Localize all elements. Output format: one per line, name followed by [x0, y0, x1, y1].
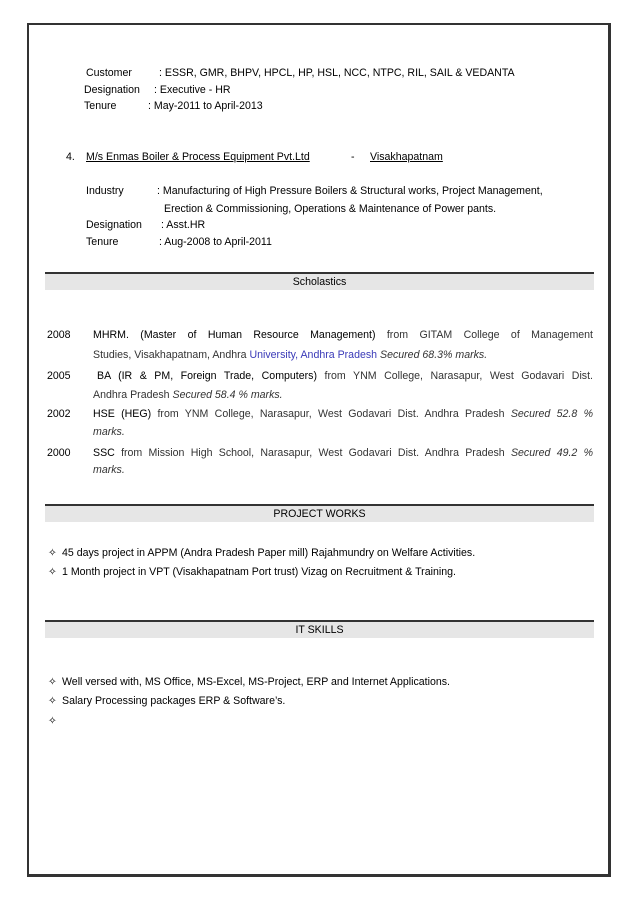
- edu-detail-2: Studies, Visakhapatnam, Andhra: [93, 349, 250, 361]
- company-name: M/s Enmas Boiler & Process Equipment Pvt.Ltd: [86, 151, 310, 163]
- project-item: [48, 547, 475, 560]
- skill-item: [48, 715, 62, 728]
- skill-item-text: Salary Processing packages ERP & Software’s.: [62, 695, 286, 707]
- edu-line: [93, 443, 593, 463]
- tenure-value: : May-2011 to April-2013: [148, 100, 263, 112]
- edu-detail: from Mission High School, Narasapur, West Godavari Dist. Andhra Pradesh: [114, 447, 511, 459]
- project-item: [48, 566, 456, 579]
- edu-year: 2002: [47, 408, 71, 420]
- edu-degree: MHRM. (Master of Human Resource Management): [93, 329, 376, 341]
- edu-marks: Secured 52.8 %: [510, 408, 593, 420]
- designation-value-2: : Asst.HR: [161, 219, 206, 231]
- edu-year: 2008: [47, 329, 71, 341]
- diamond-bullet-icon: ✧: [48, 695, 57, 707]
- it-skills-heading: IT SKILLS: [295, 624, 344, 636]
- diamond-bullet-icon: ✧: [48, 566, 57, 578]
- diamond-bullet-icon: ✧: [48, 715, 57, 727]
- skill-item: [48, 695, 285, 708]
- tenure-label-2: Tenure: [86, 236, 119, 248]
- industry-line-1: : Manufacturing of High Pressure Boilers & Structural works, Project Management,: [157, 185, 543, 197]
- it-skills-heading-bar: [45, 620, 594, 638]
- job-number: 4.: [66, 151, 75, 163]
- customer-value: : ESSR, GMR, BHPV, HPCL, HP, HSL, NCC, NTPC, RIL, SAIL & VEDANTA: [159, 67, 515, 79]
- project-item-text: 45 days project in APPM (Andra Pradesh Paper mill) Rajahmundry on Welfare Activities.: [62, 547, 476, 559]
- edu-marks-2: marks.: [93, 426, 125, 438]
- edu-line-2: [93, 389, 283, 402]
- project-works-heading-bar: [45, 504, 594, 522]
- tenure-value-2: : Aug-2008 to April-2011: [159, 236, 272, 248]
- edu-line: [93, 325, 593, 345]
- company-location: Visakhapatnam: [370, 151, 443, 163]
- edu-line-2: [93, 349, 487, 362]
- skill-item: [48, 676, 450, 689]
- project-item-text: 1 Month project in VPT (Visakhapatnam Port trust) Vizag on Recruitment & Training.: [62, 566, 456, 578]
- edu-detail: from YNM College, Narasapur, West Godavari Dist.: [317, 370, 593, 382]
- industry-line-2: Erection & Commissioning, Operations & Maintenance of Power pants.: [164, 203, 497, 215]
- scholastics-heading: Scholastics: [292, 276, 347, 288]
- edu-university: University, Andhra Pradesh: [249, 349, 378, 361]
- customer-label: Customer: [86, 67, 132, 79]
- edu-marks-2: marks.: [93, 464, 125, 476]
- edu-line: [93, 404, 593, 424]
- diamond-bullet-icon: ✧: [48, 547, 57, 559]
- project-works-heading: PROJECT WORKS: [273, 508, 366, 520]
- designation-label: Designation: [84, 84, 140, 96]
- skill-item-text: Well versed with, MS Office, MS-Excel, MS-Project, ERP and Internet Applications.: [62, 676, 451, 688]
- edu-marks: Secured 68.3% marks.: [377, 349, 488, 361]
- edu-year: 2000: [47, 447, 71, 459]
- scholastics-heading-bar: [45, 272, 594, 290]
- edu-year: 2005: [47, 370, 71, 382]
- edu-degree: HSE (HEG): [93, 408, 152, 420]
- diamond-bullet-icon: ✧: [48, 676, 57, 688]
- edu-line: [97, 366, 593, 386]
- designation-label-2: Designation: [86, 219, 142, 231]
- edu-degree: SSC: [93, 447, 115, 459]
- tenure-label: Tenure: [84, 100, 117, 112]
- edu-detail-2: Andhra Pradesh: [93, 389, 173, 401]
- industry-label: Industry: [86, 185, 124, 197]
- edu-detail: from GITAM College of Management: [375, 329, 593, 341]
- edu-marks: Secured 49.2 %: [510, 447, 594, 459]
- edu-degree: BA (IR & PM, Foreign Trade, Computers): [97, 370, 317, 382]
- designation-value: : Executive - HR: [154, 84, 231, 96]
- company-dash: -: [351, 151, 355, 163]
- edu-detail: from YNM College, Narasapur, West Godavari Dist. Andhra Pradesh: [151, 408, 511, 420]
- edu-marks: Secured 58.4 % marks.: [172, 389, 283, 401]
